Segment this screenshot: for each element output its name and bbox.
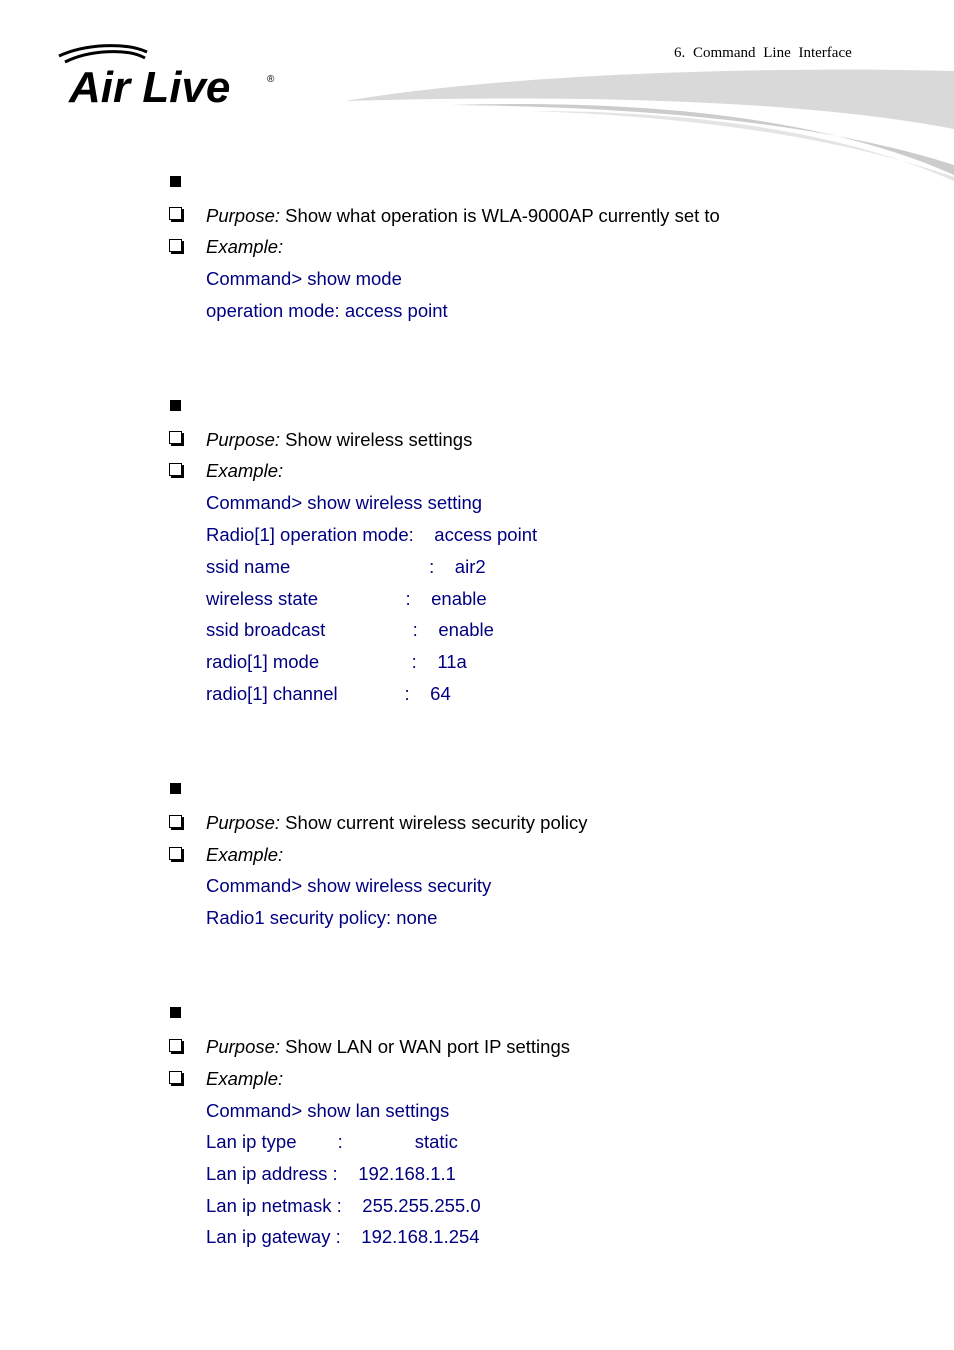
purpose-line	[206, 1036, 570, 1058]
airlive-logo	[55, 42, 285, 112]
example-line: radio[1] channel : 64	[206, 683, 451, 704]
example-line: Command> show lan settings	[206, 1100, 450, 1121]
header-swoosh	[330, 65, 954, 185]
example-line: operation mode: access point	[206, 300, 448, 321]
purpose-label: Purpose:	[206, 1036, 281, 1057]
registered-mark: ®	[267, 74, 275, 85]
example-line: Lan ip address : 192.168.1.1	[206, 1163, 456, 1184]
checkbox-bullet	[169, 431, 182, 444]
checkbox-bullet	[169, 1071, 182, 1084]
example-line: Lan ip gateway : 192.168.1.254	[206, 1226, 480, 1247]
example-line: Radio[1] operation mode: access point	[206, 524, 538, 545]
example-line: radio[1] mode : 11a	[206, 651, 467, 672]
chapter-header: 6. Command Line Interface	[674, 45, 852, 61]
logo-text: Air Live	[69, 63, 231, 112]
checkbox-bullet	[169, 207, 182, 220]
example-line: ssid name : air2	[206, 556, 486, 577]
purpose-line	[206, 429, 472, 451]
purpose-label: Purpose:	[206, 205, 281, 226]
checkbox-bullet	[169, 463, 182, 476]
purpose-text: Show LAN or WAN port IP settings	[280, 1036, 570, 1057]
example-line: ssid broadcast : enable	[206, 619, 494, 640]
checkbox-bullet	[169, 815, 182, 828]
checkbox-bullet	[169, 239, 182, 252]
purpose-label: Purpose:	[206, 429, 281, 450]
example-line: wireless state : enable	[206, 588, 487, 609]
checkbox-bullet	[169, 1039, 182, 1052]
purpose-line	[206, 812, 587, 834]
section-bullet	[170, 176, 181, 187]
example-label: Example:	[206, 236, 284, 257]
purpose-text: Show current wireless security policy	[280, 812, 588, 833]
example-line: Command> show wireless security	[206, 875, 492, 896]
example-label: Example:	[206, 844, 284, 865]
example-line: Command> show wireless setting	[206, 492, 483, 513]
purpose-text: Show wireless settings	[280, 429, 473, 450]
example-line: Lan ip netmask : 255.255.255.0	[206, 1195, 481, 1216]
section-bullet	[170, 1007, 181, 1018]
section-bullet	[170, 400, 181, 411]
purpose-label: Purpose:	[206, 812, 281, 833]
checkbox-bullet	[169, 847, 182, 860]
example-label: Example:	[206, 1068, 284, 1089]
section-bullet	[170, 783, 181, 794]
example-line: Lan ip type : static	[206, 1131, 458, 1152]
example-label: Example:	[206, 460, 284, 481]
purpose-line	[206, 205, 720, 227]
example-line: Radio1 security policy: none	[206, 907, 438, 928]
purpose-text: Show what operation is WLA-9000AP currently set to	[280, 205, 720, 226]
example-line: Command> show mode	[206, 268, 402, 289]
